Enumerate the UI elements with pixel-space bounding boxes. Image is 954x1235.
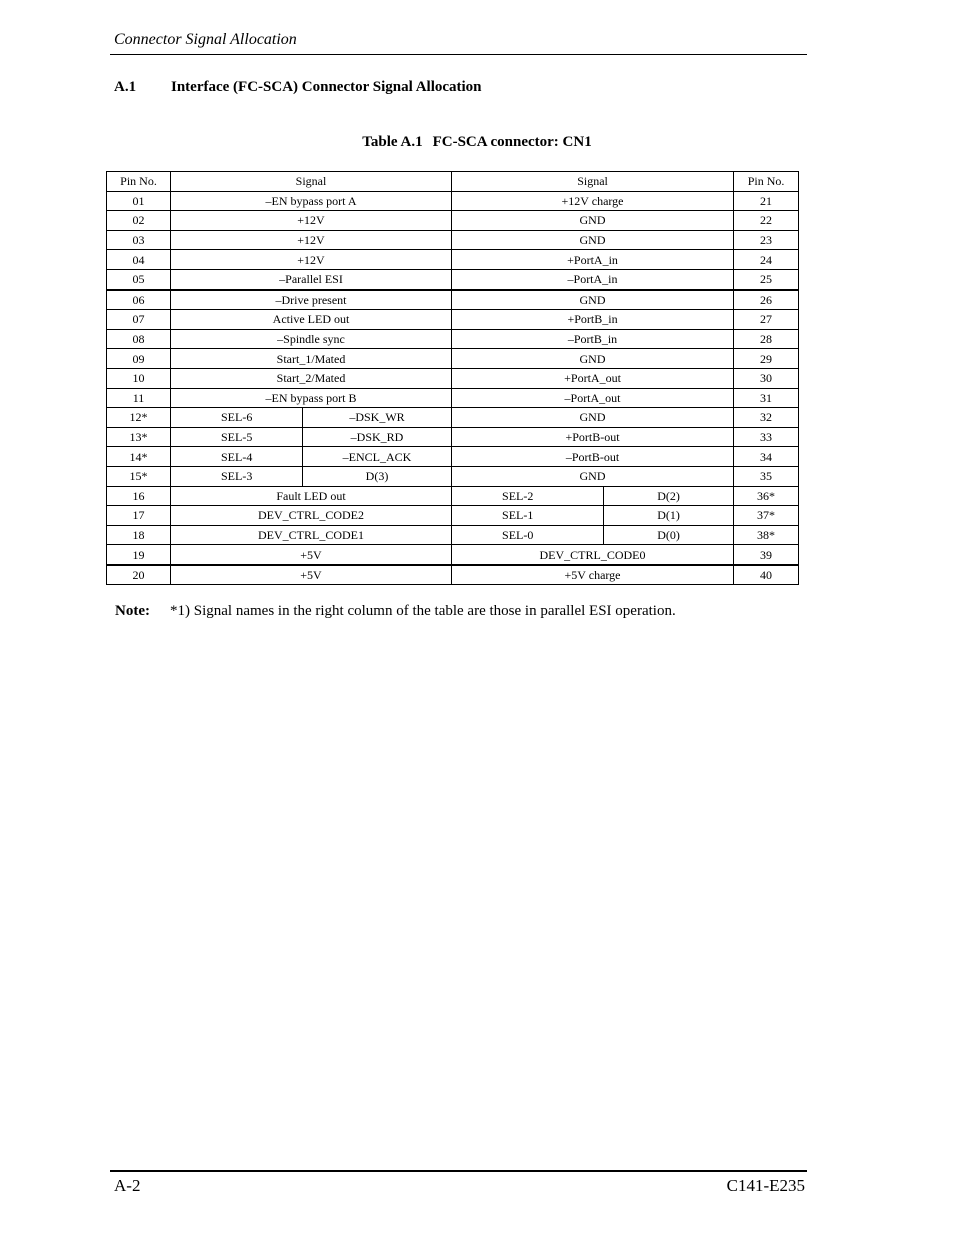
table-row [107, 368, 799, 388]
pin-right: 21 [734, 191, 799, 211]
table-row [107, 565, 799, 585]
footer-rule [110, 1170, 807, 1172]
pin-left: 06 [107, 290, 171, 310]
table-row [107, 545, 799, 565]
signal-right: +5V charge [452, 565, 734, 585]
table-row [107, 191, 799, 211]
section-number: A.1 [114, 79, 137, 95]
pin-right: 26 [734, 290, 799, 310]
pin-left: 10 [107, 368, 171, 388]
table-row [107, 349, 799, 369]
pin-left: 19 [107, 545, 171, 565]
signal-left-b: –ENCL_ACK [303, 447, 452, 467]
table-row [107, 310, 799, 330]
table-row [107, 525, 799, 545]
pin-right: 25 [734, 269, 799, 289]
pin-left: 11 [107, 388, 171, 408]
signal-right: GND [452, 408, 734, 428]
connector-table-body [107, 172, 799, 585]
table-row [107, 506, 799, 526]
table-row [107, 230, 799, 250]
header-pin-right: Pin No. [734, 172, 799, 192]
pin-right: 28 [734, 329, 799, 349]
section-title: Interface (FC-SCA) Connector Signal Allocation [171, 79, 482, 95]
signal-right: GND [452, 349, 734, 369]
pin-left: 03 [107, 230, 171, 250]
signal-left-a: SEL-6 [171, 408, 303, 428]
pin-right: 35 [734, 466, 799, 486]
table-row [107, 388, 799, 408]
signal-left-b: –DSK_RD [303, 427, 452, 447]
signal-right: GND [452, 290, 734, 310]
signal-left-b: D(3) [303, 466, 452, 486]
pin-right: 36* [734, 486, 799, 506]
pin-left: 02 [107, 211, 171, 231]
signal-left: DEV_CTRL_CODE1 [171, 525, 452, 545]
pin-right: 30 [734, 368, 799, 388]
signal-right: –PortB-out [452, 447, 734, 467]
signal-right-a: SEL-2 [452, 486, 604, 506]
signal-left: +5V [171, 565, 452, 585]
signal-left: +12V [171, 230, 452, 250]
connector-table [106, 171, 799, 585]
pin-right: 33 [734, 427, 799, 447]
signal-right-a: SEL-0 [452, 525, 604, 545]
table-row [107, 486, 799, 506]
pin-left: 14* [107, 447, 171, 467]
pin-left: 04 [107, 250, 171, 270]
table-header-row [107, 172, 799, 192]
pin-left: 13* [107, 427, 171, 447]
signal-left: +12V [171, 211, 452, 231]
signal-left: Fault LED out [171, 486, 452, 506]
table-row [107, 250, 799, 270]
header-signal-right: Signal [452, 172, 734, 192]
table-caption-label: Table A.1 [362, 134, 423, 150]
signal-right: –PortA_out [452, 388, 734, 408]
signal-left: +12V [171, 250, 452, 270]
signal-right: +PortA_in [452, 250, 734, 270]
signal-left: +5V [171, 545, 452, 565]
signal-right: +PortB-out [452, 427, 734, 447]
signal-left: Start_1/Mated [171, 349, 452, 369]
signal-left: Active LED out [171, 310, 452, 330]
pin-right: 27 [734, 310, 799, 330]
pin-right: 31 [734, 388, 799, 408]
note-label: Note: [115, 603, 150, 619]
signal-right-a: SEL-1 [452, 506, 604, 526]
table-row [107, 408, 799, 428]
signal-right: –PortA_in [452, 269, 734, 289]
table-row [107, 269, 799, 289]
table-row [107, 290, 799, 310]
table-row [107, 211, 799, 231]
signal-left-b: –DSK_WR [303, 408, 452, 428]
pin-left: 01 [107, 191, 171, 211]
page-number: A-2 [114, 1176, 141, 1195]
signal-left-a: SEL-4 [171, 447, 303, 467]
pin-left: 09 [107, 349, 171, 369]
header-rule [110, 54, 807, 55]
table-row [107, 447, 799, 467]
pin-left: 20 [107, 565, 171, 585]
header-pin-left: Pin No. [107, 172, 171, 192]
signal-left: –Parallel ESI [171, 269, 452, 289]
pin-right: 22 [734, 211, 799, 231]
pin-left: 18 [107, 525, 171, 545]
signal-right-b: D(1) [604, 506, 734, 526]
pin-right: 32 [734, 408, 799, 428]
note-text: *1) Signal names in the right column of the table are those in parallel ESI operation. [170, 603, 676, 619]
signal-left: –EN bypass port B [171, 388, 452, 408]
document-code: C141-E235 [726, 1176, 805, 1195]
signal-left: –Drive present [171, 290, 452, 310]
signal-right: –PortB_in [452, 329, 734, 349]
signal-left: Start_2/Mated [171, 368, 452, 388]
signal-left: –EN bypass port A [171, 191, 452, 211]
pin-left: 15* [107, 466, 171, 486]
pin-left: 05 [107, 269, 171, 289]
signal-left-a: SEL-3 [171, 466, 303, 486]
signal-right: GND [452, 211, 734, 231]
table-row [107, 427, 799, 447]
pin-right: 23 [734, 230, 799, 250]
signal-left: –Spindle sync [171, 329, 452, 349]
pin-left: 08 [107, 329, 171, 349]
pin-left: 16 [107, 486, 171, 506]
signal-left-a: SEL-5 [171, 427, 303, 447]
pin-right: 29 [734, 349, 799, 369]
header-signal-left: Signal [171, 172, 452, 192]
table-caption [0, 134, 954, 151]
signal-right: +PortA_out [452, 368, 734, 388]
signal-right: +PortB_in [452, 310, 734, 330]
pin-right: 40 [734, 565, 799, 585]
signal-right-b: D(2) [604, 486, 734, 506]
pin-left: 12* [107, 408, 171, 428]
table-row [107, 329, 799, 349]
pin-right: 39 [734, 545, 799, 565]
signal-right-b: D(0) [604, 525, 734, 545]
pin-left: 07 [107, 310, 171, 330]
signal-left: DEV_CTRL_CODE2 [171, 506, 452, 526]
signal-right: GND [452, 466, 734, 486]
section-heading [114, 79, 482, 96]
pin-right: 37* [734, 506, 799, 526]
running-header: Connector Signal Allocation [114, 31, 297, 48]
table-caption-text: FC-SCA connector: CN1 [432, 134, 592, 150]
note [115, 603, 676, 620]
pin-right: 34 [734, 447, 799, 467]
pin-right: 38* [734, 525, 799, 545]
signal-right: DEV_CTRL_CODE0 [452, 545, 734, 565]
signal-right: +12V charge [452, 191, 734, 211]
signal-right: GND [452, 230, 734, 250]
table-row [107, 466, 799, 486]
pin-left: 17 [107, 506, 171, 526]
pin-right: 24 [734, 250, 799, 270]
